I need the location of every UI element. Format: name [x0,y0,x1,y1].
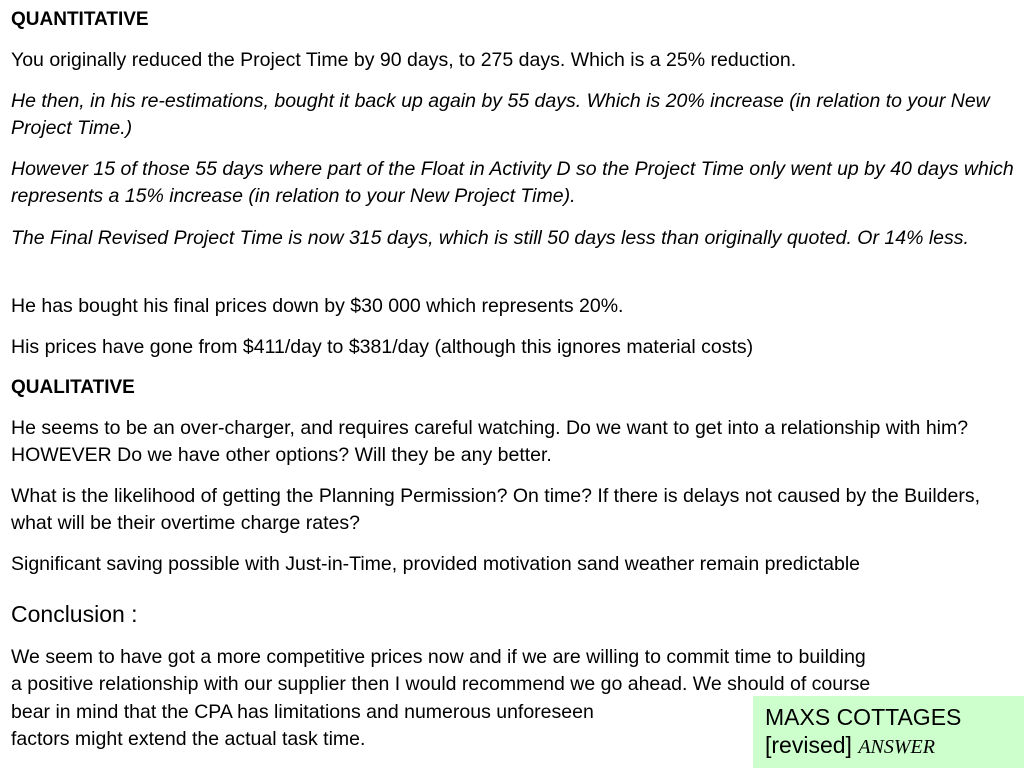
quantitative-paragraph-5: He has bought his final prices down by $30 000 which represents 20%. [11,295,624,317]
conclusion-line-2: a positive relationship with our supplier then I would recommend we go ahead. We should of course [11,673,871,695]
answer-word: ANSWER [858,736,935,758]
quantitative-paragraph-4: The Final Revised Project Time is now 315 days, which is still 50 days less than originally quoted. Or 14% less. [11,227,969,249]
qualitative-paragraph-3: Significant saving possible with Just-in-Time, provided motivation sand weather remain predictable [11,553,861,575]
conclusion-line-3: bear in mind that the CPA has limitations and numerous unforeseen [11,701,594,723]
qualitative-heading: QUALITATIVE [11,377,135,398]
quantitative-paragraph-6: His prices have gone from $411/day to $381/day (although this ignores material costs) [11,336,754,358]
quantitative-heading: QUANTITATIVE [11,9,149,30]
qualitative-paragraph-2: What is the likelihood of getting the Planning Permission? On time? If there is delays not caused by the Builders, what will be their overtime charge rates? [11,485,981,534]
quantitative-paragraph-1: You originally reduced the Project Time by 90 days, to 275 days. Which is a 25% reduction. [11,49,797,71]
quantitative-paragraph-3: However 15 of those 55 days where part of the Float in Activity D so the Project Time only went up by 40 days which represents a 15% increase (in relation to your New Project Time). [11,158,1014,207]
qualitative-paragraph-1: He seems to be an over-charger, and requires careful watching. Do we want to get into a relationship with him? HOWEVER Do we have other options? Will they be any better. [11,417,969,466]
answer-revised-text: [revised] [765,732,852,758]
answer-subtitle [765,731,1024,761]
conclusion-line-4: factors might extend the actual task time. [11,728,366,750]
answer-title: MAXS COTTAGES [765,704,962,730]
answer-label-box [753,696,1024,768]
conclusion-heading: Conclusion : [11,601,138,627]
conclusion-line-1: We seem to have got a more competitive prices now and if we are willing to commit time to building [11,646,866,668]
quantitative-paragraph-2: He then, in his re-estimations, bought it back up again by 55 days. Which is 20% increase (in relation to your New Project Time.) [11,90,990,139]
